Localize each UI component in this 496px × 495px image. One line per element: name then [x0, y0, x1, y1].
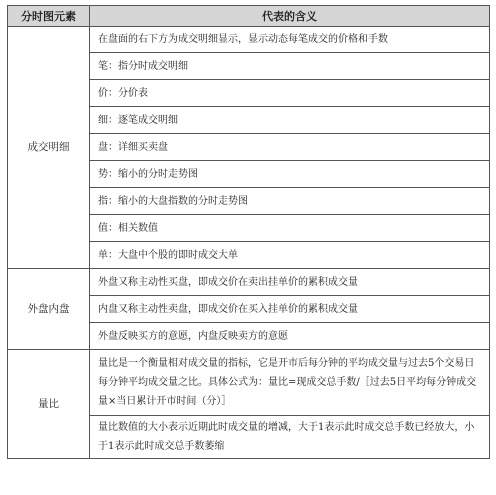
meaning-cell: 外盘又称主动性买盘，即成交价在卖出挂单价的累积成交量	[90, 269, 490, 296]
category-cell: 成交明细	[8, 27, 90, 269]
meaning-cell: 外盘反映买方的意愿，内盘反映卖方的意愿	[90, 323, 490, 350]
meaning-cell: 笔：指分时成交明细	[90, 53, 490, 80]
header-meaning: 代表的含义	[90, 6, 490, 27]
meaning-cell: 量比数值的大小表示近期此时成交量的增减，大于1表示此时成交总手数已经放大，小于1表示此时成交总手数萎缩	[90, 416, 490, 459]
meaning-cell: 细：逐笔成交明细	[90, 107, 490, 134]
table-row	[8, 27, 490, 53]
category-cell: 量比	[8, 350, 90, 459]
meaning-cell: 价：分价表	[90, 80, 490, 107]
meaning-cell: 在盘面的右下方为成交明细显示，显示动态每笔成交的价格和手数	[90, 27, 490, 53]
meaning-cell: 盘：详细买卖盘	[90, 134, 490, 161]
category-cell: 外盘内盘	[8, 269, 90, 350]
header-element: 分时图元素	[8, 6, 90, 27]
element-meaning-table	[7, 5, 490, 459]
meaning-cell: 量比是一个衡量相对成交量的指标，它是开市后每分钟的平均成交量与过去5个交易日每分钟平均成交量之比。具体公式为：量比=现成交总手数/［过去5日平均每分钟成交量×当日累计开市时间（分）］	[90, 350, 490, 416]
meaning-cell: 单：大盘中个股的即时成交大单	[90, 242, 490, 269]
meaning-cell: 势：缩小的分时走势图	[90, 161, 490, 188]
meaning-cell: 值：相关数值	[90, 215, 490, 242]
table-row	[8, 350, 490, 416]
table-header-row	[8, 6, 490, 27]
meaning-cell: 指：缩小的大盘指数的分时走势图	[90, 188, 490, 215]
table-row	[8, 269, 490, 296]
meaning-cell: 内盘又称主动性卖盘，即成交价在买入挂单价的累积成交量	[90, 296, 490, 323]
